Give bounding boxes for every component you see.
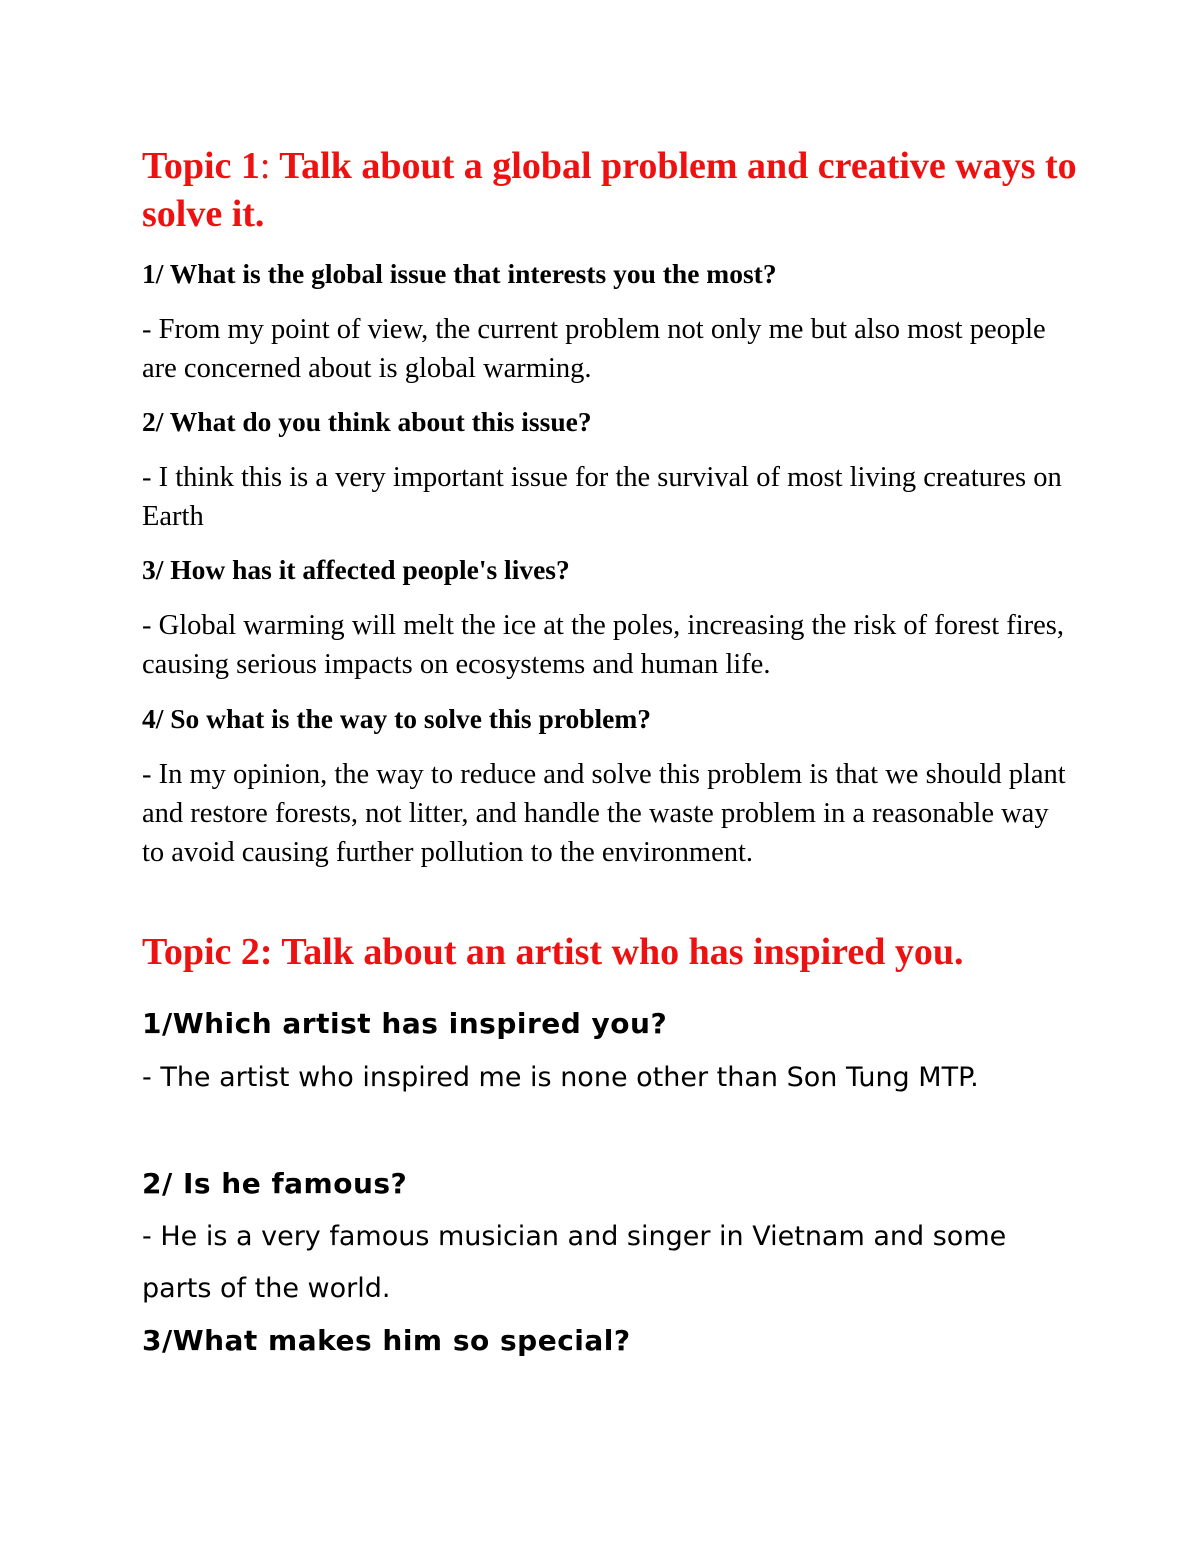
- topic-1-question-2: 2/ What do you think about this issue?: [142, 406, 592, 437]
- topic-1-label: Topic 1: [142, 145, 260, 187]
- topic-1-question-4: 4/ So what is the way to solve this problem?: [142, 703, 652, 734]
- topic-1-answer-4: - In my opinion, the way to reduce and solve this problem is that we should plant and restore forests, not litter, and handle the waste problem in a reasonable way to avoid causing further pollution to the environment.: [142, 759, 1066, 868]
- topic-1-answer-3: - Global warming will melt the ice at the poles, increasing the risk of forest fires, causing serious impacts on ecosystems and human life.: [142, 610, 1065, 680]
- topic-2-question-1: 1/Which artist has inspired you?: [142, 1007, 668, 1040]
- topic-2-answer-2: - He is a very famous musician and singer in Vietnam and some parts of the world.: [142, 1221, 1007, 1304]
- topic-1-heading: [142, 142, 1102, 238]
- topic-2-heading: Topic 2: Talk about an artist who has inspired you.: [142, 931, 964, 973]
- topic-1-question-3: 3/ How has it affected people's lives?: [142, 554, 570, 585]
- topic-1-question-1: 1/ What is the global issue that interests you the most?: [142, 258, 777, 289]
- topic-1-answer-2: - I think this is a very important issue for the survival of most living creatures on Earth: [142, 462, 1062, 532]
- topic-2-answer-1: - The artist who inspired me is none other than Son Tung MTP.: [142, 1062, 979, 1093]
- topic-2-question-3: 3/What makes him so special?: [142, 1324, 631, 1357]
- topic-1-separator: :: [259, 145, 271, 187]
- topic-1-title: Talk about a global problem and creative ways to solve it.: [142, 145, 1077, 235]
- topic-1-answer-1: - From my point of view, the current problem not only me but also most people are concerned about is global warming.: [142, 314, 1046, 384]
- topic-2-question-2: 2/ Is he famous?: [142, 1167, 408, 1200]
